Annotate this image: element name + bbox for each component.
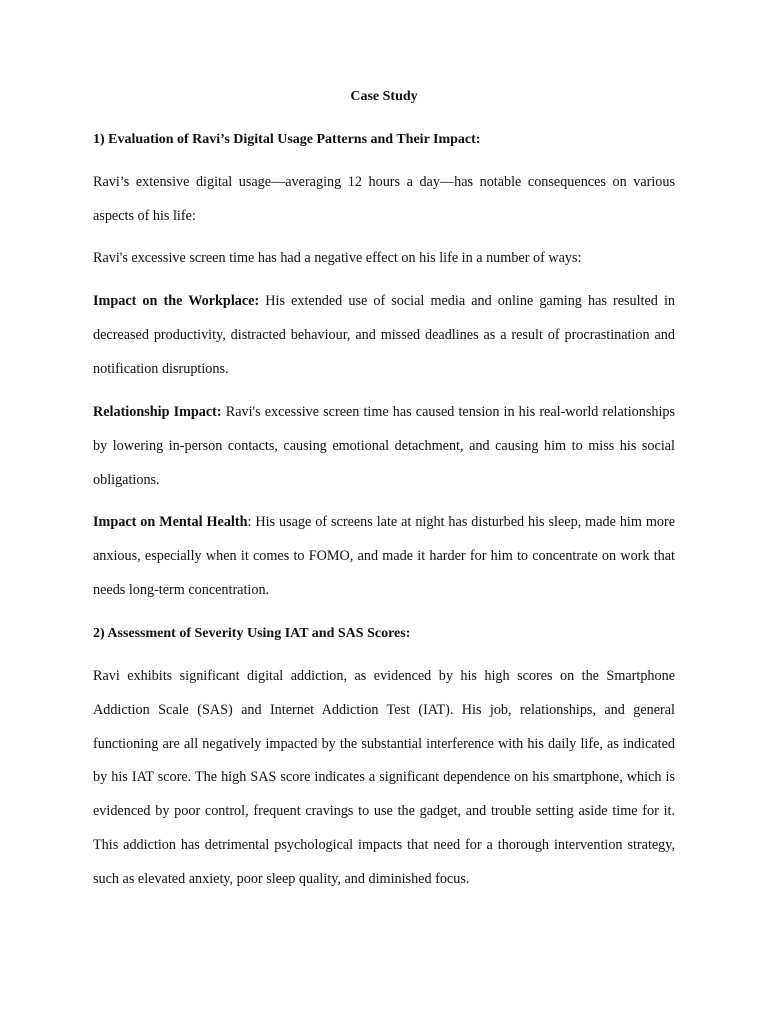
section-1-heading: 1) Evaluation of Ravi’s Digital Usage Patterns and Their Impact: [93, 132, 481, 147]
relationship-impact-text: Ravi's excessive screen time has caused tension in his real-world relationships by lowering in-person contacts, causing emotional detachment, and causing him to miss his social obligations. [93, 404, 675, 488]
mental-health-impact-text: : His usage of screens late at night has disturbed his sleep, made him more anxious, especially when it comes to FOMO, and made it harder for him to concentrate on work that needs long-term concentration. [93, 514, 675, 598]
document-title: Case Study [350, 89, 418, 104]
workplace-impact-paragraph [93, 285, 675, 386]
relationship-impact-paragraph [93, 396, 675, 497]
relationship-impact-label: Relationship Impact: [93, 404, 222, 420]
section-1-intro: Ravi’s extensive digital usage—averaging 12 hours a day—has notable consequences on various aspects of his life: [93, 174, 675, 224]
workplace-impact-text: His extended use of social media and online gaming has resulted in decreased productivity, distracted behaviour, and missed deadlines as a result of procrastination and notification disruptions. [93, 293, 676, 377]
mental-health-impact-paragraph [93, 506, 675, 607]
mental-health-impact-label: Impact on Mental Health [93, 514, 248, 530]
section-2-body: Ravi exhibits significant digital addiction, as evidenced by his high scores on the Smartphone Addiction Scale (SAS) and Internet Addiction Test (IAT). His job, relationships, and general functioning are all negatively impacted by the substantial interference with his daily life, as indicated by his IAT score. The high SAS score indicates a significant dependence on his smartphone, which is evidenced by poor control, frequent cravings to use the gadget, and trouble setting aside time for it. This addiction has detrimental psychological impacts that need for a thorough intervention strategy, such as elevated anxiety, poor sleep quality, and diminished focus. [93, 668, 675, 887]
workplace-impact-label: Impact on the Workplace: [93, 293, 260, 309]
section-1-summary: Ravi's excessive screen time has had a negative effect on his life in a number of ways: [93, 250, 582, 266]
section-2-heading: 2) Assessment of Severity Using IAT and SAS Scores: [93, 626, 411, 641]
